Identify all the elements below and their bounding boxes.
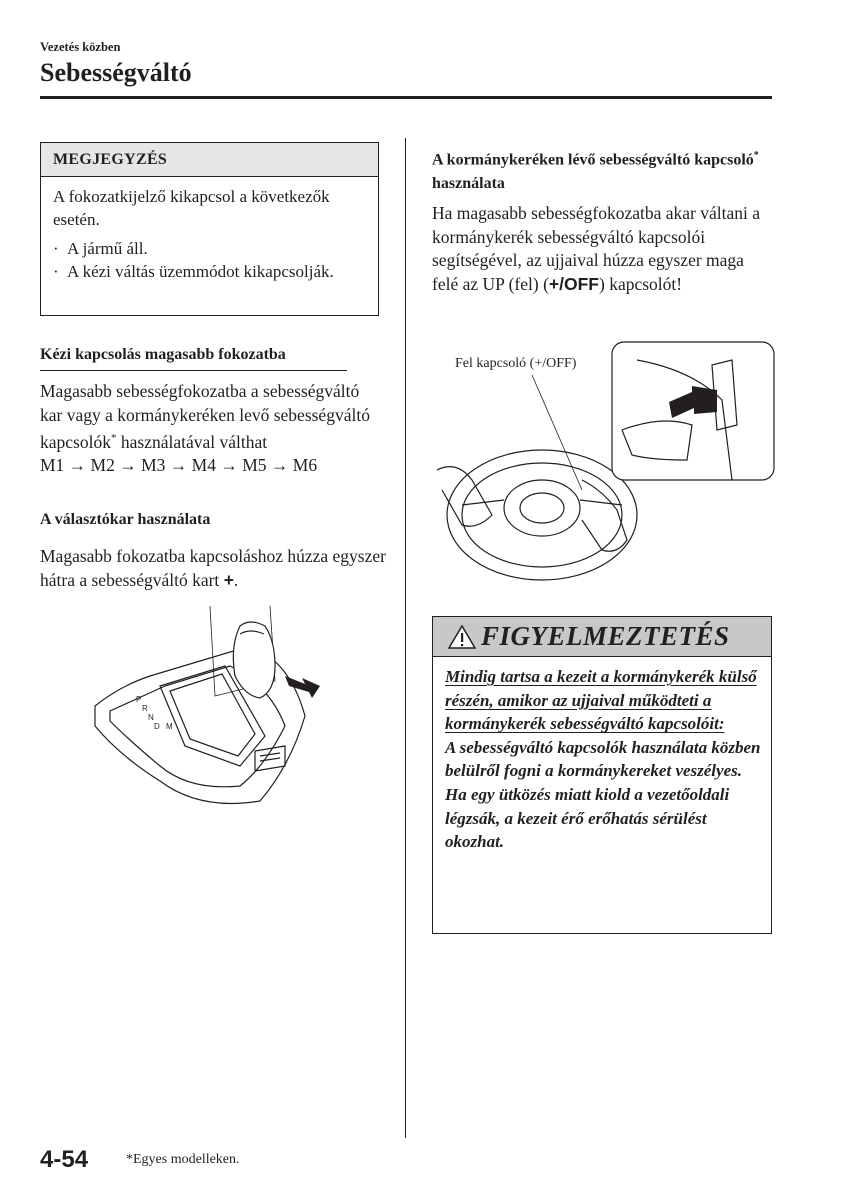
shifter-label: P xyxy=(136,695,142,704)
note-bullet: · A jármű áll. xyxy=(53,239,148,258)
paragraph-text: használatával válthat xyxy=(120,431,268,452)
heading-text: használata xyxy=(432,175,505,193)
selector-lever-paragraph xyxy=(40,545,390,592)
section-label: Vezetés közben xyxy=(40,40,121,54)
note-bullet: · A kézi váltás üzemmódot kikapcsolják. xyxy=(53,262,334,281)
shifter-label: M xyxy=(166,722,173,731)
shifter-label: R xyxy=(142,704,148,713)
paragraph-text: . xyxy=(233,569,239,590)
page-number: 4-54 xyxy=(40,1146,89,1173)
paragraph-text: Magasabb sebességfokozatba a sebességváltó kar vagy a kormánykeréken levő sebességváltó kapcsolók xyxy=(40,381,370,452)
footnote-marker: * xyxy=(753,150,759,161)
warning-body xyxy=(433,657,771,854)
warning-triangle-icon xyxy=(447,624,477,650)
title-rule xyxy=(40,96,772,99)
note-bullet-text: A jármű áll. xyxy=(67,239,148,258)
paddle-shift-paragraph xyxy=(432,202,772,296)
warning-title: FIGYELMEZTETÉS xyxy=(481,621,730,651)
pull-arrow-icon xyxy=(285,676,320,698)
paragraph-text: Ha magasabb sebességfokozatba akar váltani a kormánykerék sebességváltó kapcsolói segítségével, az ujjaival húzza egyszer maga felé az UP (fel) ( xyxy=(432,203,760,294)
gear-sequence: M1 → M2 → M3 → M4 → M5 → M6 xyxy=(40,455,318,476)
warning-header xyxy=(433,617,771,657)
warning-emphasis: Mindig tartsa a kezeit a kormánykerék külső részén, amikor az ujjaival működteti a kormánykerék sebességváltó kapcsolóit: xyxy=(445,667,757,734)
manual-shift-paragraph xyxy=(40,380,380,478)
footnote: *Egyes modelleken. xyxy=(126,1152,240,1167)
paragraph-text: Magasabb fokozatba kapcsoláshoz húzza egyszer hátra a sebességváltó kart xyxy=(40,546,386,590)
heading-text: A kormánykeréken lévő sebességváltó kapcsoló xyxy=(432,151,754,169)
plus-off-symbol: +/OFF xyxy=(548,273,599,294)
page-title: Sebességváltó xyxy=(40,58,192,87)
shifter-label: D xyxy=(154,722,160,731)
steering-wheel-illustration xyxy=(432,340,777,590)
manual-shift-heading: Kézi kapcsolás magasabb fokozatba xyxy=(40,346,286,363)
note-body xyxy=(41,177,378,283)
plus-symbol: + xyxy=(223,569,234,590)
paragraph-text: ) kapcsolót! xyxy=(599,273,683,294)
selector-lever-heading: A választókar használata xyxy=(40,511,211,528)
shifter-label: N xyxy=(148,713,154,722)
note-box xyxy=(40,142,379,316)
shift-lever-illustration xyxy=(90,606,320,816)
heading-underline xyxy=(40,370,347,371)
note-heading: MEGJEGYZÉS xyxy=(41,143,378,177)
warning-text: A sebességváltó kapcsolók használata közben belülről fogni a kormánykereket veszélyes. Ha egy ütközés miatt kiold a vezetőoldali légzsák, a kezeit érő erőhatás sérülést okozhat. xyxy=(445,737,761,852)
note-bullet-text: A kézi váltás üzemmódot kikapcsolják. xyxy=(67,262,334,281)
footnote-marker: * xyxy=(110,432,117,444)
warning-box xyxy=(432,616,772,934)
figure-caption: Fel kapcsoló (+/OFF) xyxy=(455,356,577,371)
note-intro: A fokozatkijelző kikapcsol a következők esetén. xyxy=(53,187,330,229)
paddle-shift-heading xyxy=(432,144,772,196)
column-divider xyxy=(405,138,406,1138)
